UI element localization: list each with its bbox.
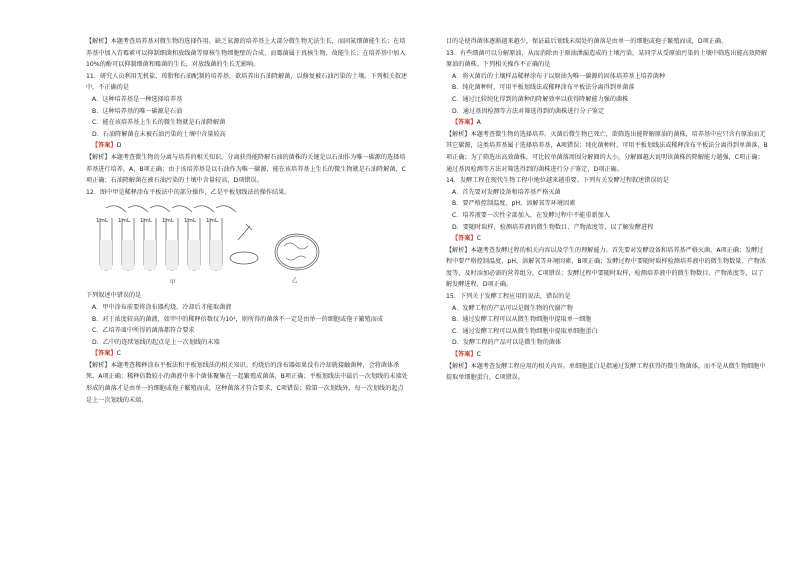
question-14: 14．发酵工程在现代生物工程中地位越来越重要。下列有关发酵过程叙述错误的是 xyxy=(446,177,669,185)
q15-option-a: A．发酵工程的产品可以是微生物的代谢产物 xyxy=(452,304,573,312)
q12-explanation-cont: 目的是使得菌体逐渐越来越少，保证最后划线末端处的菌落是由单一的细胞或孢子繁殖而成，D项正确。 xyxy=(446,38,728,45)
q12-stem: 下列叙述中错误的是 xyxy=(86,292,142,300)
q15-option-c: C．通过发酵工程可以从微生物细胞中提取单细胞蛋白 xyxy=(452,327,598,335)
q11-option-a: A．这种培养基是一种选择培养基 xyxy=(92,95,183,103)
q11-option-c: C．能在该培养基上生长的微生物就是石油降解菌 xyxy=(92,119,226,127)
tube-label-5: 1mL xyxy=(184,218,197,225)
tube-label-2: 1mL xyxy=(118,218,131,225)
q11-option-d: D．石油降解菌在未被石油污染的土壤中含量较高 xyxy=(92,130,226,138)
q15-option-b: B．通过发酵工程可以从微生物细胞中提取单一细胞 xyxy=(452,316,592,324)
q14-option-d: D．要随时取样，检测培养液的微生物数目、产物浓度等，以了解发酵进程 xyxy=(452,223,654,231)
q12-option-a: A．甲中涂布前要将涂布器灼烧，冷却后才能取菌液 xyxy=(92,303,232,311)
q12-option-b: B．对于浓度较高的菌液，如甲中的稀释倍数仅为10²，则所得的菌落不一定是由单一的细胞或孢子繁殖而成 xyxy=(92,315,384,323)
q15-answer: 【答案】C xyxy=(452,351,481,359)
q13-explanation: 【解析】本题考查微生物的选择培养。灭菌后微生物已死亡，欲筛选出能降解原油的菌株，培养基中应只含有原油而无其它碳源，这类培养基属于选择培养基，A项错误；纯化菌种时，可用平板划线法或稀释涂布平板法分离得到单菌落，B项正确；为了筛选出高效菌株，可比较单菌落周围分解圈的大小，分解圈越大说明该菌株的降解能力越强，C项正确；通过基因检测等方法对筛选得到的菌株进行分子鉴定，D项正确。 xyxy=(446,130,768,173)
question-15: 15．下列关于发酵工程应用的说法，错误的是 xyxy=(446,293,571,301)
q13-option-a: A．将灭菌后的土壤样品稀释涂布于以原油为唯一碳源的固体培养基上培养菌种 xyxy=(452,72,666,80)
q14-option-b: B．要严格控制温度、pH、溶解氧等环境因素 xyxy=(452,200,576,208)
question-11: 11．研究人员利用无机盐、琼脂和石油配制的培养基，欲培养出石油降解菌，以修复被石油污染的土壤。下列相关叙述中，不正确的是 xyxy=(86,72,408,92)
q15-option-d: D．发酵工程的产品可以是微生物的菌体 xyxy=(452,339,562,347)
tube-label-1: 1mL xyxy=(96,218,109,225)
q13-option-b: B．纯化菌种时，可用平板划线法或稀释涂布平板法分离得到单菌落 xyxy=(452,84,635,92)
right-column xyxy=(446,36,768,384)
q12-explanation: 【解析】本题考查稀释涂布平板法和平板划线法的相关知识。灼烧后的涂布器如果没有冷却就接触菌种，会将菌体杀死，A项正确；稀释倍数较小的菌液中多个菌体聚集在一起繁殖成菌落，B项正确；平板划线法中最后一次划线的末端处形成的菌落才是由单一的细胞或孢子繁殖而成，这种菌落才符合要求，C项错误；除第一次划线外，每一次划线的起点是上一次划线的末端， xyxy=(86,361,408,404)
tube-label-6: 1mL xyxy=(206,218,219,225)
figure-label-a: 甲 xyxy=(170,280,176,287)
q13-option-c: C．通过比较纯化得到的菌种的降解效率以获得降解能力强的菌株 xyxy=(452,95,629,103)
q11-explanation: 【解析】本题考查微生物的分离与培养的相关知识。分离获得能降解石油的菌株的关键是以石油作为唯一碳源的选择培养基进行培养，A、B项正确；由于该培养基是以石油作为唯一碳源，能在该培养基上生长的微生物就是石油降解菌，C项正确；石油降解菌在被石油污染的土壤中含量较高，D项错误。 xyxy=(86,153,406,185)
q14-explanation: 【解析】本题考查发酵过程的相关内容以及学生的理解能力。首先要对发酵设备和培养基严格灭菌，A项正确；发酵过程中要严格控制温度、pH、溶解氧等环境因素，B项正确；发酵过程中要随时取样检测培养液中的微生物数量、产物浓度等，及时添加必需的营养组分，C项错误；发酵过程中要随时取样，检测培养液中的微生物数目、产物浓度等，以了解发酵进程，D项正确。 xyxy=(446,246,766,289)
q14-option-a: A．首先要对发酵设备和培养基严格灭菌 xyxy=(452,188,561,196)
figure-label-b: 乙 xyxy=(292,278,298,285)
q14-option-c: C．培养液要一次性全部加入，在发酵过程中不能重新加入 xyxy=(452,211,610,219)
question-13: 13．有些细菌可以分解原油，从而消除由于原油泄漏造成的土壤污染，某同学从受原油污染的土壤中筛选出能高效降解原油的菌株。下列相关操作不正确的是 xyxy=(446,49,768,69)
q12-option-d: D．乙中的连续划线的起点是上一次划线的末端 xyxy=(92,338,220,346)
explanation-prev: 【解析】本题考查培养基对微生物的选择作用。缺乏氮源的培养基上大部分微生物无法生长，而固氮细菌能生长；在培养基中加入青霉素可以抑制细菌和放线菌等原核生物细胞壁的合成，而霉菌属于真核生物，故能生长；在培养基中加入10%的酚可以抑制细菌和霉菌的生长，对放线菌的生长无影响。 xyxy=(86,38,406,69)
q12-option-c: C．乙培养皿中所得的菌落都符合要求 xyxy=(92,327,195,335)
dilution-diagram xyxy=(92,200,322,288)
q12-answer: 【答案】C xyxy=(92,350,121,358)
q11-answer: 【答案】D xyxy=(92,142,122,150)
q12-figure xyxy=(86,200,408,288)
q14-answer: 【答案】C xyxy=(452,235,481,243)
left-column xyxy=(86,36,408,406)
q13-option-d: D．通过基因检测等方法对筛选得到的菌株进行分子鉴定 xyxy=(452,107,605,115)
q13-answer: 【答案】A xyxy=(452,119,481,127)
q11-option-b: B．这种培养基的唯一碳源是石油 xyxy=(92,107,183,115)
question-12: 12．图中甲是稀释涂布平板法中的部分操作，乙是平板划线法的操作结果。 xyxy=(86,188,291,196)
q15-explanation: 【解析】本题考查发酵工程应用的相关内容。单细胞蛋白是指通过发酵工程获得的微生物菌体，而不是从微生物细胞中提取单细胞蛋白，C项错误。 xyxy=(446,362,766,382)
tube-label-3: 1mL xyxy=(140,218,153,225)
tube-label-4: 1mL xyxy=(162,218,175,225)
